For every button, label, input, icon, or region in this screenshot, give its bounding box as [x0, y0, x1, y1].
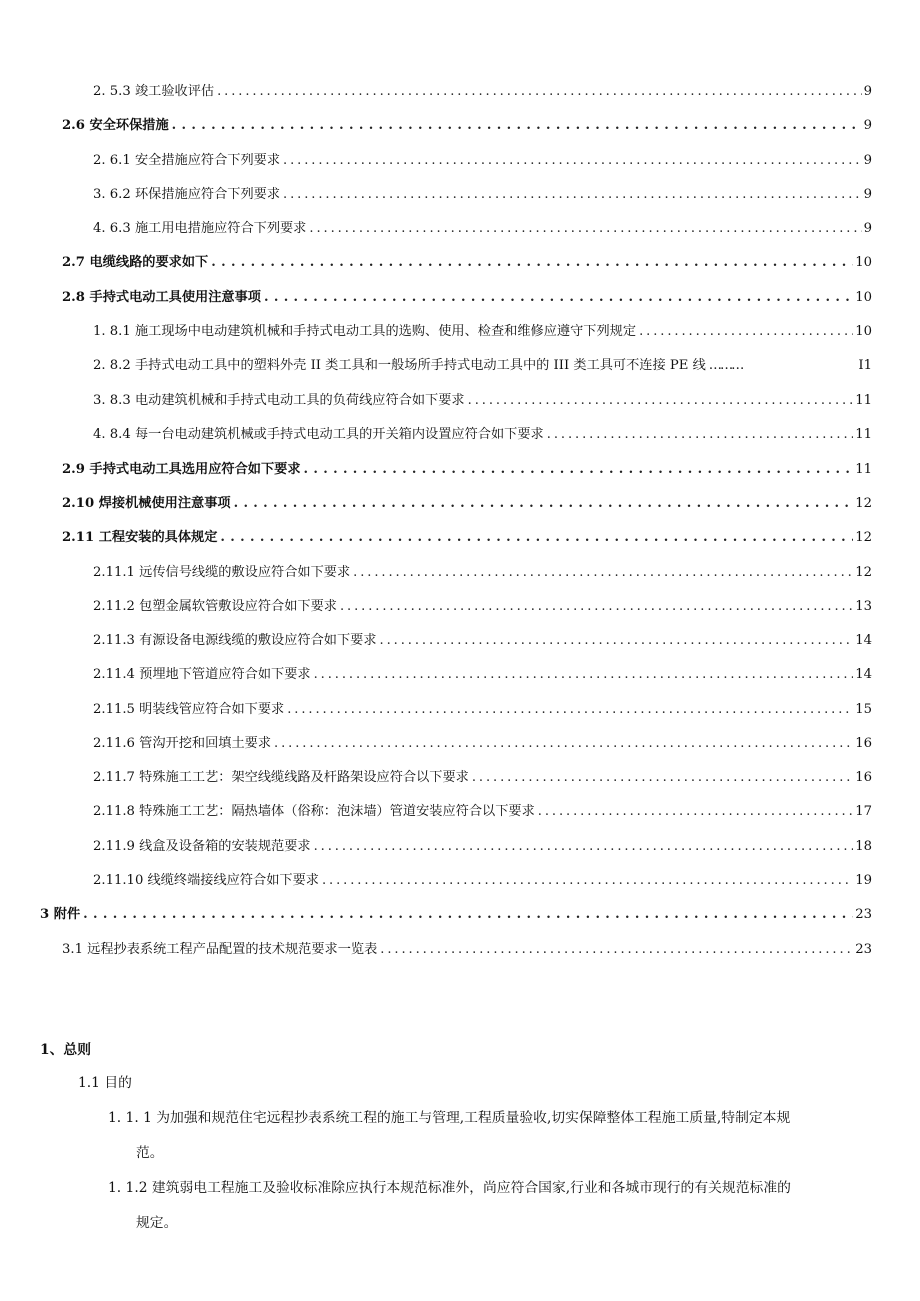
toc-entry-leader	[217, 84, 862, 100]
toc-entry-leader	[287, 702, 853, 718]
toc-entry[interactable]	[93, 732, 872, 752]
toc-entry-label: 2.11 工程安装的具体规定	[62, 530, 218, 545]
toc-entry-leader	[639, 324, 853, 340]
toc-entry-page: 23	[855, 942, 872, 957]
toc-entry-page: 23	[855, 907, 872, 922]
paragraph-1-line-2: 范。	[136, 1145, 164, 1161]
toc-entry[interactable]	[93, 800, 872, 820]
toc-entry-page: 9	[863, 118, 872, 133]
toc-entry-leader	[283, 153, 862, 169]
toc-entry-leader	[380, 942, 853, 958]
toc-entry-leader	[538, 804, 853, 820]
toc-entry-label: 2.7 电缆线路的要求如下	[62, 255, 209, 270]
toc-entry-label: 2.11.8 特殊施工工艺：隔热墙体（俗称：泡沫墙）管道安装应符合以下要求	[93, 804, 535, 819]
paragraph-2-line-2: 规定。	[136, 1215, 178, 1231]
toc-entry-label: 2.11.10 线缆终端接线应符合如下要求	[93, 873, 319, 888]
toc-entry[interactable]	[93, 217, 872, 237]
toc-entry[interactable]	[62, 286, 872, 306]
toc-entry[interactable]	[93, 389, 872, 409]
toc-entry-leader	[274, 736, 853, 752]
toc-entry-label: 3 附件	[40, 907, 81, 922]
toc-entry-label: 2.11.4 预埋地下管道应符合如下要求	[93, 667, 311, 682]
toc-entry-leader	[314, 667, 854, 683]
toc-entry[interactable]	[40, 903, 872, 923]
toc-entry-page: 11	[855, 427, 872, 442]
toc-entry-page: 10	[855, 290, 872, 305]
toc-entry-label: 2.9 手持式电动工具选用应符合如下要求	[62, 462, 301, 477]
toc-entry-page: 18	[855, 839, 872, 854]
subsection-title: 1.1 目的	[78, 1075, 132, 1091]
toc-entry-page: 9	[863, 221, 872, 236]
toc-entry-leader	[211, 255, 853, 271]
toc-entry-page: 15	[855, 702, 872, 717]
toc-entry-label: 2.11.7 特殊施工工艺：架空线缆线路及杆路架设应符合以下要求	[93, 770, 469, 785]
toc-entry-leader	[283, 187, 862, 203]
toc-entry-leader	[468, 393, 854, 409]
toc-entry-page: 11	[855, 393, 872, 408]
toc-entry-leader	[264, 290, 853, 306]
toc-entry[interactable]	[93, 561, 872, 581]
toc-entry-leader	[380, 633, 854, 649]
toc-entry-page: 16	[855, 770, 872, 785]
toc-entry-leader	[353, 565, 853, 581]
toc-entry-leader	[547, 427, 853, 443]
toc-entry[interactable]	[62, 114, 872, 134]
toc-entry-label: 2.10 焊接机械使用注意事项	[62, 496, 231, 511]
toc-entry-label: 2.11.6 管沟开挖和回填土要求	[93, 736, 272, 751]
toc-entry[interactable]	[93, 354, 872, 374]
toc-entry[interactable]	[93, 629, 872, 649]
toc-entry[interactable]	[62, 492, 872, 512]
toc-entry-label: 1. 8.1 施工现场中电动建筑机械和手持式电动工具的选购、使用、检查和维修应遵守下列规定	[93, 324, 637, 339]
toc-entry-leader: ………	[708, 358, 743, 373]
toc-entry[interactable]	[93, 80, 872, 100]
toc-entry-label: 4. 6.3 施工用电措施应符合下列要求	[93, 221, 307, 236]
toc-entry[interactable]	[62, 526, 872, 546]
toc-entry-leader	[304, 462, 854, 478]
section-title: 1、总则	[40, 1042, 91, 1058]
toc-entry[interactable]	[93, 698, 872, 718]
toc-entry-page: 12	[855, 496, 872, 511]
toc-entry[interactable]	[62, 938, 872, 958]
toc-entry[interactable]	[93, 320, 872, 340]
toc-entry[interactable]	[93, 766, 872, 786]
toc-entry-label: 4. 8.4 每一台电动建筑机械或手持式电动工具的开关箱内设置应符合如下要求	[93, 427, 544, 442]
toc-entry-label: 2.11.2 包塑金属软管敷设应符合如下要求	[93, 599, 337, 614]
toc-entry[interactable]	[93, 149, 872, 169]
toc-entry-leader	[309, 221, 861, 237]
toc-entry-label: 2. 6.1 安全措施应符合下列要求	[93, 153, 281, 168]
toc-entry[interactable]	[62, 251, 872, 271]
toc-entry-page: 12	[855, 530, 872, 545]
toc-entry-leader	[83, 907, 853, 923]
toc-entry-label: 3. 8.3 电动建筑机械和手持式电动工具的负荷线应符合如下要求	[93, 393, 465, 408]
toc-entry-page: 17	[855, 804, 872, 819]
toc-entry[interactable]	[93, 663, 872, 683]
toc-entry-label: 2.6 安全环保措施	[62, 118, 169, 133]
toc-entry-page: 12	[855, 565, 872, 580]
toc-entry-page: 10	[855, 255, 872, 270]
toc-entry[interactable]	[93, 423, 872, 443]
toc-entry-leader	[472, 770, 853, 786]
toc-entry-leader	[322, 873, 853, 889]
toc-entry-label: 2.11.1 远传信号线缆的敷设应符合如下要求	[93, 565, 351, 580]
toc-entry[interactable]	[93, 869, 872, 889]
toc-entry-label: 3.1 远程抄表系统工程产品配置的技术规范要求一览表	[62, 942, 378, 957]
toc-entry-page: 14	[855, 667, 872, 682]
toc-entry-page: 10	[855, 324, 872, 339]
toc-entry[interactable]	[93, 183, 872, 203]
toc-entry-page: 13	[855, 599, 872, 614]
toc-entry-leader	[220, 530, 853, 546]
paragraph-2-line-1: 1. 1.2 建筑弱电工程施工及验收标准除应执行本规范标准外，尚应符合国家,行业和各城市现行的有关规范标准的	[108, 1180, 791, 1196]
toc-entry-label: 3. 6.2 环保措施应符合下列要求	[93, 187, 281, 202]
toc-entry-label: 2.11.5 明装线管应符合如下要求	[93, 702, 285, 717]
toc-entry-leader	[340, 599, 853, 615]
toc-entry-page: 9	[863, 153, 872, 168]
toc-entry-label: 2.8 手持式电动工具使用注意事项	[62, 290, 261, 305]
paragraph-1-line-1: 1. 1. 1 为加强和规范住宅远程抄表系统工程的施工与管理,工程质量验收,切实保障整体工程施工质量,特制定本规	[108, 1110, 791, 1126]
toc-entry[interactable]	[62, 458, 872, 478]
toc-entry-label: 2. 5.3 竣工验收评估	[93, 84, 215, 99]
toc-entry-page: 19	[855, 873, 872, 888]
toc-entry-leader	[172, 118, 862, 134]
toc-entry-leader	[234, 496, 854, 512]
toc-entry[interactable]	[93, 835, 872, 855]
toc-entry-leader	[314, 839, 854, 855]
toc-entry-label: 2. 8.2 手持式电动工具中的塑料外壳 II 类工具和一般场所手持式电动工具中的 III 类工具可不连接 PE 线	[93, 358, 706, 373]
toc-entry-page: 9	[863, 187, 872, 202]
toc-entry-page: I1	[858, 358, 872, 373]
toc-entry-page: 14	[855, 633, 872, 648]
toc-entry-label: 2.11.9 线盒及设备箱的安装规范要求	[93, 839, 311, 854]
toc-entry[interactable]	[93, 595, 872, 615]
toc-entry-page: 16	[855, 736, 872, 751]
toc-entry-page: 9	[863, 84, 872, 99]
toc-entry-label: 2.11.3 有源设备电源线缆的敷设应符合如下要求	[93, 633, 377, 648]
toc-entry-page: 11	[855, 462, 872, 477]
